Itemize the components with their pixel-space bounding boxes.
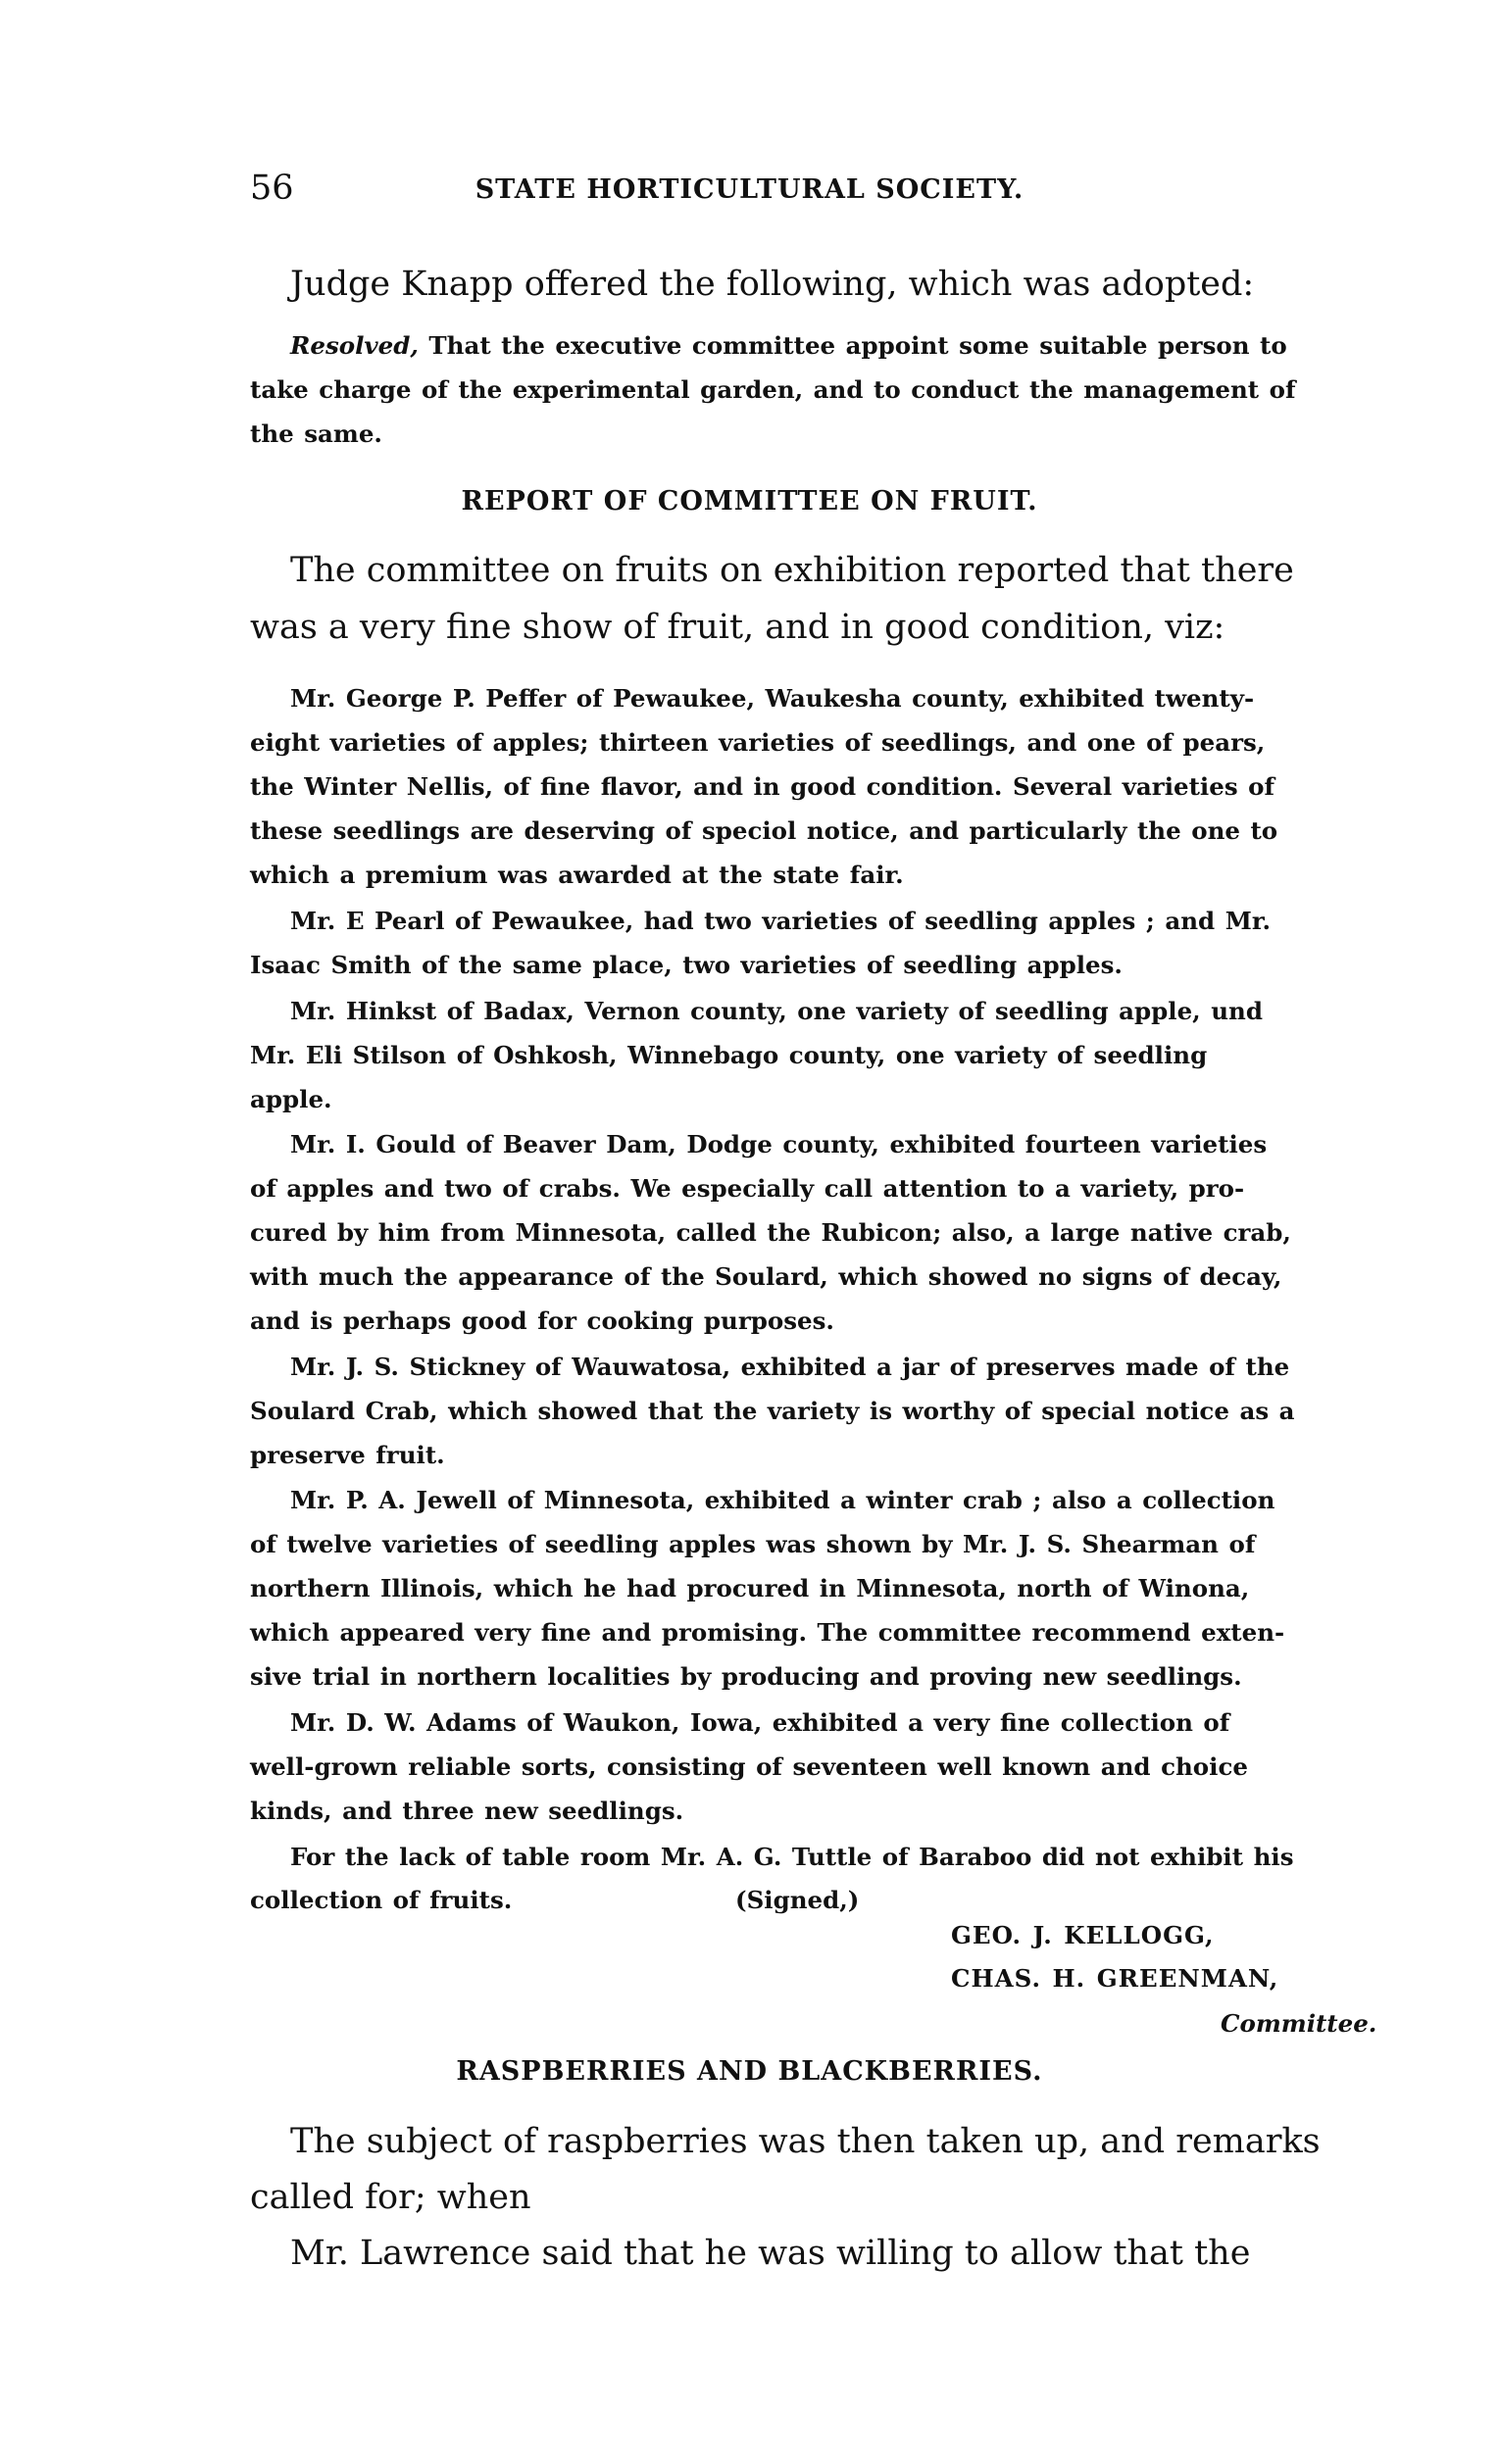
report-line: Mr. I. Gould of Beaver Dam, Dodge county, exhibited fourteen varieties [290,1130,1268,1158]
report-line: apple. [250,1085,332,1113]
resolution-text: That the executive committee appoint some suitable person to [428,331,1287,360]
resolution-line-1 [250,331,1407,360]
intro-text: The committee on fruits on exhibition reported that there [290,551,1294,590]
resolution-line-2 [250,375,1407,404]
report-line: Isaac Smith of the same place, two varieties of seedling apples. [250,951,1123,979]
report-line: For the lack of table room Mr. A. G. Tuttle of Baraboo did not exhibit his [290,1843,1294,1871]
report-line: Mr. Hinkst of Badax, Vernon county, one variety of seedling apple, und [290,997,1263,1025]
section1-intro-line-1 [250,551,1407,590]
report-line: which appeared very fine and promising. The committee recommend exten- [250,1618,1285,1647]
signed-label: (Signed,) [735,1886,860,1914]
resolution-text: the same. [250,419,382,448]
report-line: eight varieties of apples; thirteen varieties of seedlings, and one of pears, [250,728,1266,757]
report-line: the Winter Nellis, of fine flavor, and in good condition. Several varieties of [250,772,1275,801]
intro-text: was a very fine show of fruit, and in good condition, viz: [250,608,1225,647]
report-line: Mr. P. A. Jewell of Minnesota, exhibited a winter crab ; also a collection [290,1486,1275,1514]
report-line: which a premium was awarded at the state fair. [250,861,904,889]
report-line: with much the appearance of the Soulard, which showed no signs of decay, [250,1262,1282,1291]
section-heading-fruit: REPORT OF COMMITTEE ON FRUIT. [461,486,1038,517]
report-line: of twelve varieties of seedling apples was shown by Mr. J. S. Shearman of [250,1530,1256,1558]
resolution-text: take charge of the experimental garden, and to conduct the management of [250,375,1296,404]
report-line: sive trial in northern localities by producing and proving new seedlings. [250,1662,1242,1691]
report-line: Soulard Crab, which showed that the variety is worthy of special notice as a [250,1397,1295,1425]
resolution-line-3 [250,419,1407,448]
report-line: of apples and two of crabs. We especially call attention to a variety, pro- [250,1174,1245,1203]
section2-line-2 [250,2178,1407,2217]
resolved-label: Resolved, [290,331,419,360]
report-line: Mr. E Pearl of Pewaukee, had two varieties of seedling apples ; and Mr. [290,907,1272,935]
report-line: these seedlings are deserving of speciol notice, and particularly the one to [250,816,1278,845]
section-heading-raspberries: RASPBERRIES AND BLACKBERRIES. [456,2056,1043,2087]
report-line: cured by him from Minnesota, called the Rubicon; also, a large native crab, [250,1218,1291,1247]
section2-text: The subject of raspberries was then taken up, and remarks [290,2122,1321,2161]
committee-label [1221,2009,1376,2038]
report-line: northern Illinois, which he had procured in Minnesota, north of Winona, [250,1574,1250,1602]
report-line: Mr. George P. Peffer of Pewaukee, Waukesha county, exhibited twenty- [290,684,1255,713]
signature-greenman: CHAS. H. GREENMAN, [951,1964,1279,1993]
report-line: and is perhaps good for cooking purposes. [250,1306,834,1335]
committee-text: Committee. [1221,2009,1377,2038]
intro-sentence: Judge Knapp offered the following, which was adopted: [290,265,1255,304]
running-title: STATE HORTICULTURAL SOCIETY. [475,174,1024,205]
report-line: kinds, and three new seedlings. [250,1797,684,1825]
section2-line-1 [250,2122,1407,2161]
section2-text: called for; when [250,2178,531,2217]
report-line: preserve fruit. [250,1441,445,1469]
report-line: well-grown reliable sorts, consisting of seventeen well known and choice [250,1752,1248,1781]
section2-text: Mr. Lawrence said that he was willing to allow that the [290,2234,1251,2273]
report-line: Mr. Eli Stilson of Oshkosh, Winnebago county, one variety of seedling [250,1041,1208,1069]
signature-kellogg: GEO. J. KELLOGG, [951,1921,1215,1949]
section1-intro-line-2 [250,608,1407,647]
report-line: Mr. D. W. Adams of Waukon, Iowa, exhibited a very fine collection of [290,1708,1230,1737]
report-line: Mr. J. S. Stickney of Wauwatosa, exhibited a jar of preserves made of the [290,1353,1290,1381]
closing-line: collection of fruits. [250,1886,513,1914]
page-number: 56 [250,169,294,208]
section2-line-3 [250,2234,1407,2273]
